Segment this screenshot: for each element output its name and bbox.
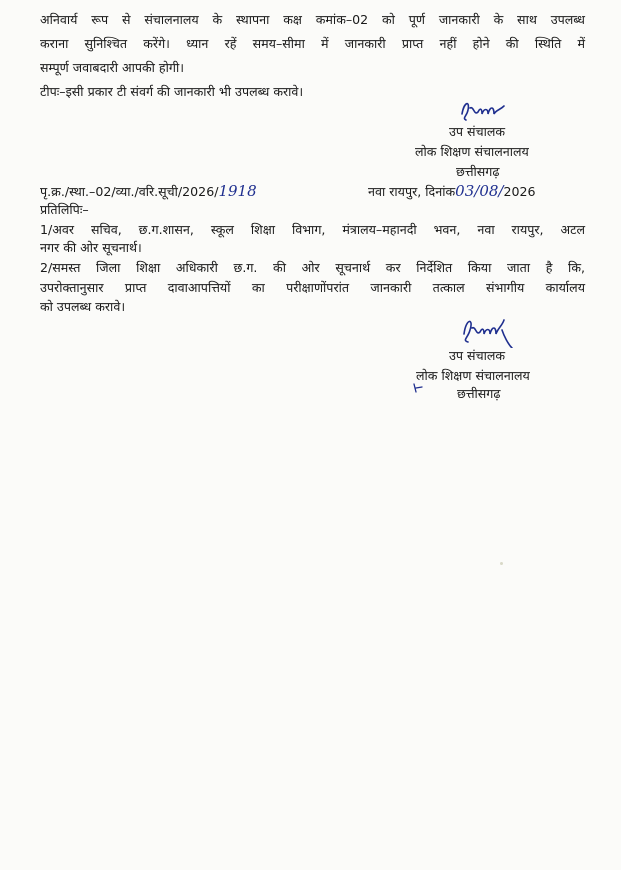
reference-number-prefix: पृ.क्र./स्था.–02/व्या./वरि.सूची/2026/ — [40, 184, 219, 199]
copy-item-1-line-1: 1/अवर सचिव, छ.ग.शासन, स्कूल शिक्षा विभाग, मंत्रालय–महानदी भवन, नवा रायपुर, अटल — [40, 222, 585, 237]
signature-1-office: लोक शिक्षण संचालनालय — [415, 144, 529, 159]
place-date-prefix: नवा रायपुर, दिनांक — [368, 184, 456, 199]
copy-item-2-line-1: 2/समस्त जिला शिक्षा अधिकारी छ.ग. की ओर सूचनार्थ कर निर्देशित किया जाता है कि, — [40, 260, 585, 275]
signature-1-state: छत्तीसगढ़ — [456, 164, 500, 179]
note-line: टीपः–इसी प्रकार टी संवर्ग की जानकारी भी उपलब्ध करावे। — [40, 84, 304, 99]
signature-1-handwritten — [458, 96, 518, 126]
reference-number-handwritten: 1918 — [218, 182, 257, 200]
copy-item-2-line-3: को उपलब्ध करावे। — [40, 299, 126, 314]
paragraph-line-3: सम्पूर्ण जवाबदारी आपकी होगी। — [40, 60, 184, 75]
paragraph-line-1: अनिवार्य रूप से संचालनालय के स्थापना कक्ष कमांक–02 को पूर्ण जानकारी के साथ उपलब्ध — [40, 12, 585, 27]
date-handwritten: 03/08/ — [455, 182, 504, 200]
reference-number — [40, 183, 257, 200]
signature-2-handwritten — [458, 314, 524, 348]
signature-2-office: लोक शिक्षण संचालनालय — [416, 368, 530, 383]
copy-item-1-line-2: नगर की ओर सूचनार्थ। — [40, 240, 142, 255]
copy-item-2-line-2: उपरोक्तानुसार प्राप्त दावाआपत्तियों का परीक्षाणोंपरांत जानकारी तत्काल संभागीय कार्यालय — [40, 280, 585, 295]
signature-1-designation: उप संचालक — [449, 124, 506, 139]
signature-2-designation: उप संचालक — [449, 348, 506, 363]
place-date — [368, 183, 536, 200]
date-year: 2026 — [503, 184, 536, 199]
paper-speck — [500, 562, 503, 565]
paragraph-line-2: कराना सुनिश्चित करेंगे। ध्यान रहें समय–सीमा में जानकारी प्राप्त नहीं होने की स्थिति में — [40, 36, 585, 51]
copy-heading: प्रतिलिपिः– — [40, 202, 89, 217]
signature-2-state: छत्तीसगढ़ — [457, 386, 501, 401]
pen-mark — [411, 381, 425, 395]
